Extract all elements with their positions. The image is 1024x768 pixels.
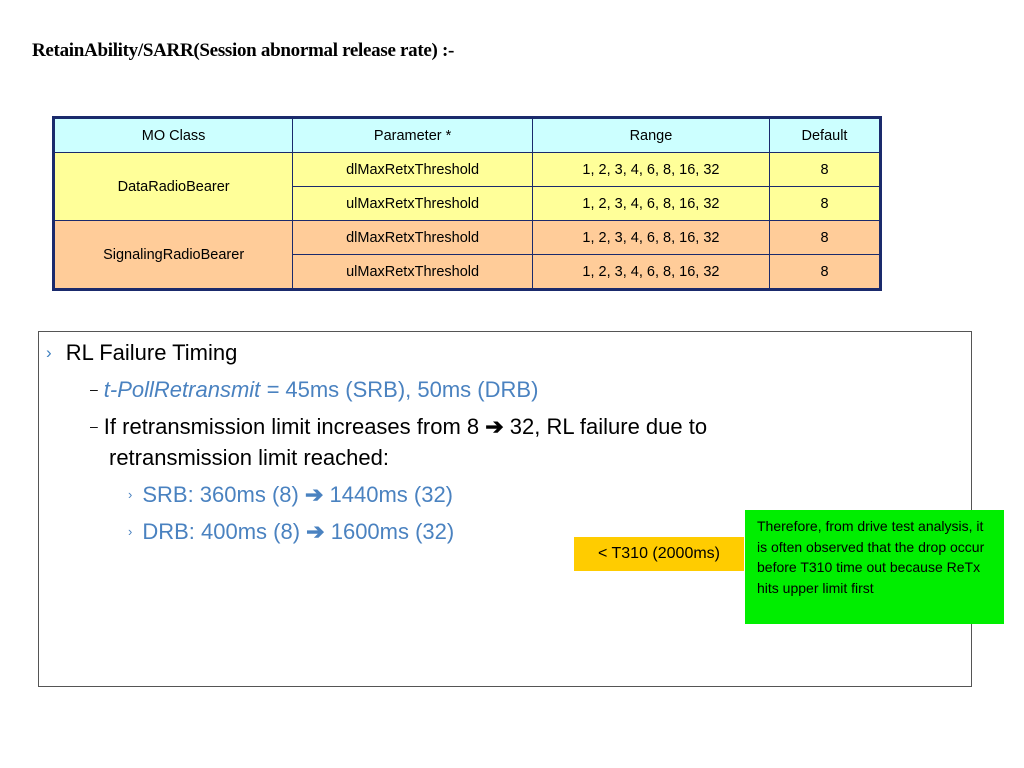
header-range: Range	[532, 118, 769, 153]
default-cell: 8	[769, 153, 880, 187]
right-arrow-icon: ➔	[485, 414, 504, 439]
mo-class-cell: DataRadioBearer	[54, 153, 293, 221]
right-arrow-icon: ➔	[306, 519, 325, 544]
parameter-cell: ulMaxRetxThreshold	[293, 187, 533, 221]
table-row	[54, 153, 881, 187]
drive-test-note: Therefore, from drive test analysis, it is often observed that the drop occur before T310 time out because ReTx hits upper limit first	[745, 510, 1004, 624]
retx-text-b: 32, RL failure due to	[503, 414, 708, 439]
retx-text-a: If retransmission limit increases from 8	[103, 414, 486, 439]
parameter-cell: ulMaxRetxThreshold	[293, 255, 533, 290]
range-cell: 1, 2, 3, 4, 6, 8, 16, 32	[532, 221, 769, 255]
parameter-table	[52, 116, 882, 291]
header-mo-class: MO Class	[54, 118, 293, 153]
table-header-row	[54, 118, 881, 153]
srb-text-a: SRB: 360ms (8)	[142, 482, 305, 507]
mo-class-cell: SignalingRadioBearer	[54, 221, 293, 290]
bullet-marker-icon: ›	[128, 487, 133, 502]
range-cell: 1, 2, 3, 4, 6, 8, 16, 32	[532, 187, 769, 221]
poll-label: t-PollRetransmit =	[103, 377, 286, 402]
bullet-retx-limit-continued: retransmission limit reached:	[109, 445, 389, 470]
header-parameter: Parameter *	[293, 118, 533, 153]
table-row	[54, 221, 881, 255]
bullet-poll-retransmit	[90, 377, 538, 403]
bullet-marker-icon: ›	[46, 343, 52, 362]
slide-title: RetainAbility/SARR(Session abnormal release rate) :-	[32, 40, 455, 61]
bullet-marker-icon: ›	[128, 524, 133, 539]
default-cell: 8	[769, 187, 880, 221]
srb-text-b: 1440ms (32)	[323, 482, 454, 507]
bullet-drb-timing	[128, 519, 454, 545]
bullet-srb-timing	[128, 482, 453, 508]
poll-value: 45ms (SRB), 50ms (DRB)	[285, 377, 539, 402]
bullet-retx-limit	[90, 414, 707, 440]
bullet-rl-failure-timing	[46, 340, 237, 366]
right-arrow-icon: ➔	[304, 482, 324, 507]
default-cell: 8	[769, 255, 880, 290]
parameter-cell: dlMaxRetxThreshold	[293, 221, 533, 255]
parameter-cell: dlMaxRetxThreshold	[293, 153, 533, 187]
drb-text-b: 1600ms (32)	[324, 519, 455, 544]
dash-marker-icon: –	[90, 418, 98, 434]
t310-callout: < T310 (2000ms)	[574, 537, 744, 571]
header-default: Default	[769, 118, 880, 153]
range-cell: 1, 2, 3, 4, 6, 8, 16, 32	[532, 153, 769, 187]
dash-marker-icon: –	[90, 381, 98, 397]
default-cell: 8	[769, 221, 880, 255]
bullet-text: RL Failure Timing	[65, 340, 238, 365]
range-cell: 1, 2, 3, 4, 6, 8, 16, 32	[532, 255, 769, 290]
drb-text-a: DRB: 400ms (8)	[142, 519, 307, 544]
